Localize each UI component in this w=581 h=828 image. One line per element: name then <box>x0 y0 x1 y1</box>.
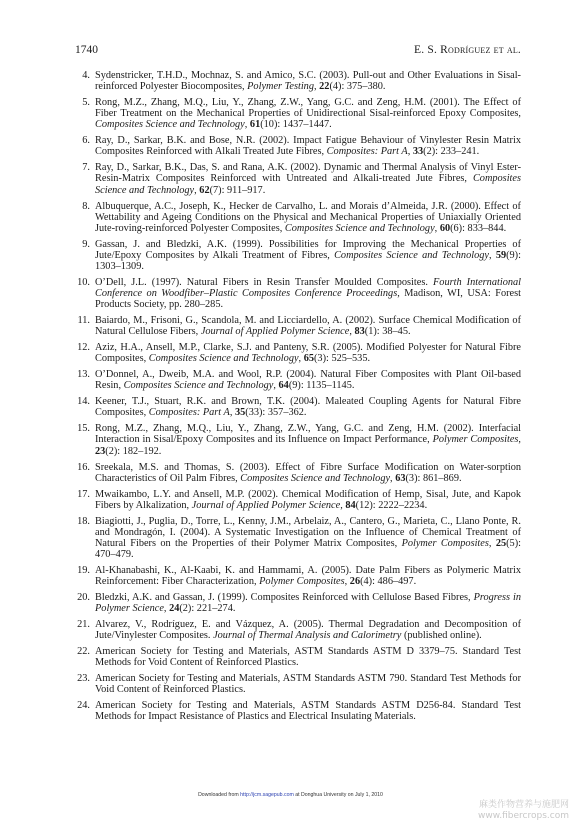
reference-text: (7): 911–917. <box>209 184 266 196</box>
reference-text: (3): 861–869. <box>405 472 462 484</box>
reference-text: , <box>434 222 440 234</box>
reference-journal: Polymer Testing <box>247 81 314 93</box>
reference-number: 8. <box>82 200 90 212</box>
reference-text: , <box>488 537 496 549</box>
reference-text: Sydenstricker, T.H.D., Mochnaz, S. and Amico, S.C. (2003). Pull-out and Other Evaluations in Sisal-reinforced Polyester Biocomposites, <box>95 70 521 93</box>
reference-number: 6. <box>82 135 90 147</box>
reference-text: Baiardo, M., Frisoni, G., Scandola, M. and Licciardello, A. (2002). Surface Chemical Modification of Natural Cellulose Fibers, <box>95 315 521 338</box>
reference-text: (4): 486–497. <box>360 576 417 588</box>
reference-text: , <box>273 380 279 392</box>
reference-text: , <box>244 119 250 131</box>
reference-text: Keener, T.J., Stuart, R.K. and Brown, T.K. (2004). Maleated Coupling Agents for Natural Fibre Composites, <box>95 396 521 419</box>
reference-text: Bledzki, A.K. and Gassan, J. (1999). Composites Reinforced with Cellulose Based Fibres, <box>95 592 474 603</box>
reference-number: 5. <box>82 97 90 109</box>
author-surname: Rodríguez <box>440 44 491 56</box>
reference-text: , <box>163 603 170 615</box>
reference-journal: Composites Science and Technology <box>123 380 274 392</box>
page-number: 1740 <box>75 44 98 56</box>
reference-journal: Journal of Applied Polymer Science <box>191 499 341 511</box>
reference-item <box>75 646 521 668</box>
reference-journal: Polymer Composites <box>432 434 519 446</box>
reference-volume: 83 <box>354 326 365 338</box>
reference-number: 16. <box>77 461 90 473</box>
reference-item <box>75 516 521 560</box>
reference-volume: 62 <box>199 184 210 196</box>
reference-volume: 24 <box>169 603 180 615</box>
reference-list <box>75 70 521 727</box>
reference-journal: Composites Science and Technology <box>95 119 245 131</box>
reference-journal: Composites Science and Technology <box>95 173 521 196</box>
reference-journal: Progress in Polymer Science <box>95 592 521 615</box>
reference-item <box>75 592 521 614</box>
reference-text: Aziz, H.A., Ansell, M.P., Clarke, S.J. and Panteny, S.R. (2005). Modified Polyester for Natural Fibre Composites, <box>95 342 521 365</box>
reference-text: Rong, M.Z., Zhang, M.Q., Liu, Y., Zhang, Z.W., Yang, G.C. and Zeng, H.M. (2001). The Effect of Fiber Treatment on the Mechanical Properties of Unidirectional Sisal-reinforced Epoxy Composites, <box>95 97 521 120</box>
reference-journal: Composites Science and Technology <box>284 222 435 234</box>
reference-item <box>75 673 521 695</box>
reference-text: Biagiotti, J., Puglia, D., Torre, L., Kenny, J.M., Arbelaiz, A., Cantero, G., Marieta, C., Llano Ponte, R. and Mondragón, I. (2004). A Systematic Investigation on the Influence of Chemical Treatment of Natural Fibers on the Properties of their Polymer Matrix Composites, <box>95 515 521 549</box>
reference-text: (9): 1303–1309. <box>95 249 521 272</box>
reference-text: (33): 357–362. <box>245 407 307 419</box>
reference-text: , <box>298 353 304 365</box>
reference-volume: 60 <box>439 222 451 234</box>
reference-number: 21. <box>77 619 90 631</box>
reference-volume: 22 <box>319 81 330 93</box>
reference-text: , <box>390 472 396 484</box>
reference-item <box>75 277 521 310</box>
reference-text: , <box>488 249 496 261</box>
reference-number: 4. <box>82 70 90 81</box>
reference-text: , <box>340 499 346 511</box>
reference-text: O’Dell, J.L. (1997). Natural Fibers in Resin Transfer Moulded Composites. <box>95 276 433 288</box>
reference-item <box>75 135 521 157</box>
reference-volume: 63 <box>395 472 406 484</box>
reference-journal: Journal of Thermal Analysis and Calorimetry <box>213 630 402 642</box>
reference-text: (9): 1135–1145. <box>288 380 355 392</box>
reference-text: (3): 525–535. <box>314 353 371 365</box>
reference-item <box>75 70 521 92</box>
reference-volume: 61 <box>249 119 261 131</box>
reference-number: 11. <box>77 315 90 327</box>
reference-number: 22. <box>77 646 90 658</box>
reference-volume: 33 <box>412 146 424 158</box>
reference-volume: 64 <box>278 380 289 392</box>
reference-item <box>75 239 521 272</box>
download-footer <box>0 792 581 798</box>
reference-number: 20. <box>77 592 90 603</box>
watermark-line-2: www.fibercrops.com <box>478 811 569 821</box>
reference-text: Rong, M.Z., Zhang, M.Q., Liu, Y., Zhang, Z.W., Yang, G.C. and Zeng, H.M. (2002). Interfacial Interaction in Sisal/Epoxy Composites and its Influence on Impact Performance, <box>95 423 521 446</box>
reference-text: , <box>229 407 235 419</box>
reference-journal: Fourth International Conference on Woodfiber–Plastic Composites Conference Proceedings <box>95 276 521 299</box>
reference-journal: Journal of Applied Polymer Science <box>200 326 350 338</box>
reference-volume: 26 <box>349 576 361 588</box>
reference-text: Ray, D., Sarkar, B.K. and Bose, N.R. (2002). Impact Fatigue Behaviour of Vinylester Resin Matrix Composites Reinforced with Alkali Treated Jute Fibres, <box>95 135 521 158</box>
watermark-line-1: 麻类作物营养与施肥网 <box>478 800 569 810</box>
reference-text: (2): 233–241. <box>423 146 480 158</box>
reference-item <box>75 162 521 195</box>
reference-text: American Society for Testing and Materials, ASTM Standards ASTM D 3379–75. Standard Test Methods for Void Content of Reinforced Plastics. <box>95 646 521 669</box>
reference-text: (1): 38–45. <box>364 326 411 338</box>
reference-text: American Society for Testing and Materials, ASTM Standards ASTM 790. Standard Test Methods for Void Content of Reinforced Plastics. <box>95 673 521 696</box>
reference-text: (12): 2222–2234. <box>355 499 428 511</box>
author-initials: E. S. <box>414 44 438 56</box>
reference-volume: 65 <box>303 353 314 365</box>
reference-number: 23. <box>77 673 90 685</box>
reference-journal: Composites Science and Technology <box>148 353 299 365</box>
reference-number: 15. <box>77 423 90 435</box>
reference-text: , <box>349 326 355 338</box>
reference-text: (6): 833–844. <box>450 222 507 234</box>
reference-journal: Polymer Composites <box>401 537 489 549</box>
reference-volume: 23 <box>95 445 106 457</box>
reference-text: (4): 375–380. <box>329 81 386 93</box>
watermark <box>478 800 569 822</box>
author-et-al: et al. <box>493 44 521 56</box>
reference-number: 24. <box>77 700 90 712</box>
reference-item <box>75 396 521 418</box>
reference-number: 14. <box>77 396 90 408</box>
reference-volume: 35 <box>234 407 246 419</box>
reference-volume: 59 <box>495 249 507 261</box>
reference-item <box>75 369 521 391</box>
running-header <box>75 44 521 56</box>
reference-text: (5): 470–479. <box>95 537 521 560</box>
reference-number: 13. <box>77 369 90 381</box>
reference-text: (2): 221–274. <box>179 603 236 615</box>
reference-item <box>75 342 521 364</box>
reference-journal: Composites Science and Technology <box>334 249 489 261</box>
reference-text: (2): 182–192. <box>105 445 162 457</box>
reference-text: Sreekala, M.S. and Thomas, S. (2003). Effect of Fibre Surface Modification on Water-sorption Characteristics of Oil Palm Fibres, <box>95 461 521 484</box>
running-head-authors <box>414 44 521 56</box>
reference-text: Ray, D., Sarkar, B.K., Das, S. and Rana, A.K. (2002). Dynamic and Thermal Analysis of Vinyl Ester-Resin-Matrix Composites Reinforced with Untreated and Alkali-treated Jute Fibres, <box>95 162 521 185</box>
reference-text: Mwaikambo, L.Y. and Ansell, M.P. (2002). Chemical Modification of Hemp, Sisal, Jute, and Kapok Fibers by Alkalization, <box>95 488 521 511</box>
reference-number: 7. <box>82 162 90 174</box>
reference-text: , <box>313 81 320 93</box>
reference-text: O’Donnel, A., Dweib, M.A. and Wool, R.P. (2004). Natural Fiber Composites with Plant Oil-based Resin, <box>95 369 521 392</box>
reference-item <box>75 315 521 337</box>
reference-number: 18. <box>77 515 90 527</box>
reference-text: , <box>407 146 413 158</box>
reference-item <box>75 97 521 130</box>
footer-prefix: Downloaded from <box>198 792 241 798</box>
reference-number: 17. <box>77 488 90 500</box>
footer-link[interactable]: http://jcm.sagepub.com <box>240 792 294 798</box>
reference-item <box>75 565 521 587</box>
reference-item <box>75 619 521 641</box>
reference-journal: Composites Science and Technology <box>240 472 391 484</box>
reference-item <box>75 201 521 234</box>
reference-text: Al-Khanabashi, K., Al-Kaabi, K. and Hammami, A. (2005). Date Palm Fibers as Polymeric Matrix Reinforcement: Fiber Characterization, <box>95 564 521 588</box>
reference-text: American Society for Testing and Materials, ASTM Standards ASTM D256-84. Standard Test Methods for Impact Resistance of Plastics and Electrical Insulating Materials. <box>95 700 521 723</box>
reference-number: 9. <box>82 238 90 250</box>
reference-journal: Polymer Composites <box>259 576 345 588</box>
reference-item <box>75 462 521 484</box>
reference-text: , <box>518 434 521 446</box>
reference-journal: Composites: Part A <box>326 146 408 158</box>
reference-volume: 84 <box>345 499 356 511</box>
reference-text: (published online). <box>401 630 482 642</box>
reference-volume: 25 <box>495 537 507 549</box>
reference-text: , Madison, WI, USA: Forest Products Society, pp. 280–285. <box>95 287 521 311</box>
reference-item <box>75 489 521 511</box>
reference-text: (10): 1437–1447. <box>260 119 332 131</box>
reference-item <box>75 700 521 722</box>
reference-number: 19. <box>77 564 90 576</box>
reference-text: , <box>344 576 350 588</box>
reference-journal: Composites: Part A <box>148 407 230 419</box>
reference-text: Gassan, J. and Bledzki, A.K. (1999). Possibilities for Improving the Mechanical Properties of Jute/Epoxy Composites by Alkali Treatment of Fibres, <box>95 238 521 261</box>
reference-text: Alvarez, V., Rodríguez, E. and Vázquez, A. (2005). Thermal Degradation and Decomposition of Jute/Vinylester Composites. <box>95 619 521 642</box>
reference-number: 10. <box>77 276 90 288</box>
reference-text: , <box>194 184 200 196</box>
footer-suffix: at Donghua University on July 1, 2010 <box>293 792 383 798</box>
reference-text: Albuquerque, A.C., Joseph, K., Hecker de Carvalho, L. and Morais d’Almeida, J.R. (2000). Effect of Wettability and Ageing Conditions on the Physical and Mechanical Properties of Uniaxially Oriented Jute-roving-reinforced Polyester Composites, <box>95 200 521 234</box>
reference-number: 12. <box>77 342 90 354</box>
reference-item <box>75 423 521 456</box>
